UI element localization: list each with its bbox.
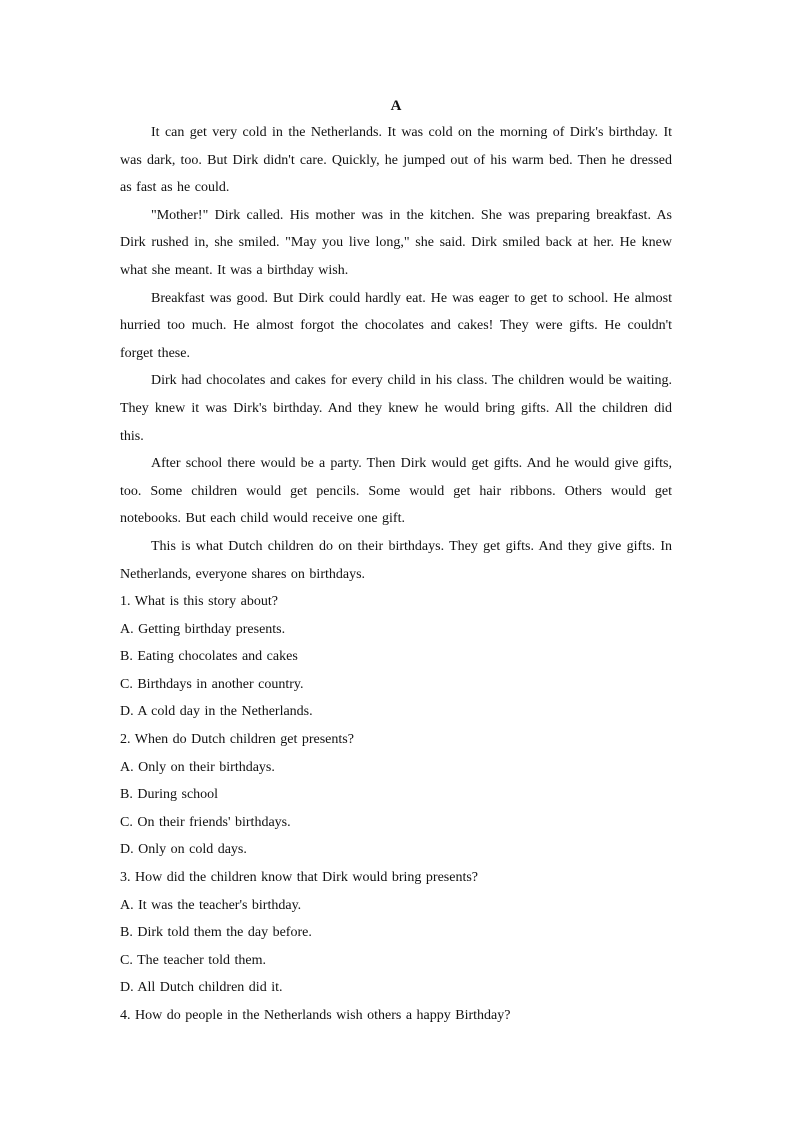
passage-paragraph: This is what Dutch children do on their birthdays. They get gifts. And they give gifts. In Netherlands, everyone shares on birthdays. — [120, 538, 672, 582]
answer-option: A. Getting birthday presents. — [120, 621, 286, 637]
passage-paragraph: It can get very cold in the Netherlands. It was cold on the morning of Dirk's birthday. It was dark, too. But Dirk didn't care. Quickly, he jumped out of his warm bed. Then he dressed as fast as he could. — [120, 125, 672, 196]
answer-option: D. Only on cold days. — [120, 842, 247, 858]
document-page — [120, 93, 672, 1030]
section-title: A — [390, 98, 402, 114]
answer-option: A. It was the teacher's birthday. — [120, 897, 302, 913]
question-3 — [120, 864, 672, 1002]
answer-option: D. A cold day in the Netherlands. — [120, 704, 313, 720]
answer-option: B. Eating chocolates and cakes — [120, 649, 298, 665]
answer-option: A. Only on their birthdays. — [120, 759, 275, 775]
answer-option: C. On their friends' birthdays. — [120, 814, 291, 830]
passage-paragraph: Dirk had chocolates and cakes for every child in his class. The children would be waiting. They knew it was Dirk's birthday. And they knew he would bring gifts. All the children did this. — [120, 373, 672, 444]
question-4 — [120, 1002, 672, 1030]
question-text: 1. What is this story about? — [120, 594, 278, 610]
question-2 — [120, 726, 672, 864]
question-text: 3. How did the children know that Dirk would bring presents? — [120, 870, 478, 886]
answer-option: C. The teacher told them. — [120, 952, 267, 968]
passage-paragraph: "Mother!" Dirk called. His mother was in the kitchen. She was preparing breakfast. As Dirk rushed in, she smiled. "May you live long," she said. Dirk smiled back at her. He knew what she meant. It was a birthday wish. — [120, 207, 672, 278]
passage-paragraph: Breakfast was good. But Dirk could hardly eat. He was eager to get to school. He almost hurried too much. He almost forgot the chocolates and cakes! They were gifts. He couldn't forget these. — [120, 290, 672, 361]
question-1 — [120, 588, 672, 726]
answer-option: B. Dirk told them the day before. — [120, 925, 312, 941]
passage-paragraph: After school there would be a party. Then Dirk would get gifts. And he would give gifts, too. Some children would get pencils. Some would get hair ribbons. Others would get notebooks. But each child would receive one gift. — [120, 456, 672, 527]
question-text: 4. How do people in the Netherlands wish others a happy Birthday? — [120, 1008, 511, 1023]
answer-option: C. Birthdays in another country. — [120, 676, 304, 692]
answer-option: D. All Dutch children did it. — [120, 980, 283, 996]
passage — [120, 119, 672, 588]
answer-option: B. During school — [120, 787, 219, 803]
question-text: 2. When do Dutch children get presents? — [120, 732, 354, 748]
